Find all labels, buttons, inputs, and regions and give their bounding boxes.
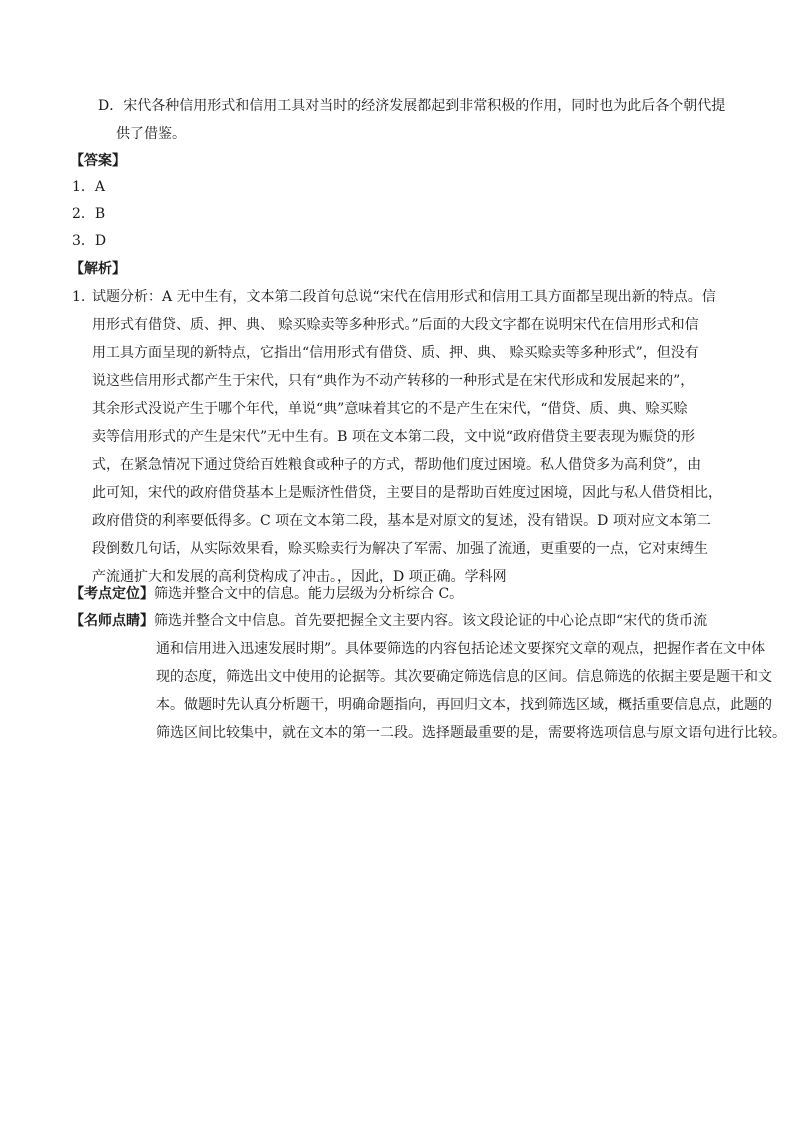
analysis-heading: 【解析】 (70, 261, 126, 277)
analysis-body (92, 283, 734, 591)
mingshi-line: 筛选并整合文中信息。首先要把握全文主要内容。该文段论证的中心论点即“宋代的货币流 (154, 613, 708, 629)
option-d (98, 92, 725, 148)
analysis-line: 用形式有借贷、质、押、典、 赊买赊卖等多种形式。”后面的大段文字都在说明宋代在信用形式和信 (92, 317, 699, 333)
analysis-line: 说这些信用形式都产生于宋代，只有“典作为不动产转移的一种形式是在宋代形成和发展起来的”， (92, 373, 695, 389)
option-d-line-1: D．宋代各种信用形式和信用工具对当时的经济发展都起到非常积极的作用，同时也为此后各个朝代提 (98, 98, 726, 114)
answer-1: 1．A (72, 179, 106, 195)
analysis-line: 段倒数几句话，从实际效果看，赊买赊卖行为解决了军需、加强了流通，更重要的一点，它对束缚生 (92, 541, 708, 557)
analysis-line: 卖等信用形式的产生是宋代”无中生有。B 项在文本第二段，文中说“政府借贷主要表现为赈贷的形 (92, 429, 696, 445)
mingshi-block (70, 607, 786, 747)
mingshi-first-line (70, 607, 786, 635)
answer-2: 2．B (72, 206, 106, 222)
analysis-line: 此可知，宋代的政府借贷基本上是赈济性借贷，主要目的是帮助百姓度过困境，因此与私人借贷相比， (92, 485, 722, 501)
kaodian-text: 筛选并整合文中的信息。能力层级为分析综合 C。 (154, 586, 464, 602)
mingshi-line: 通和信用进入迅速发展时期”。具体要筛选的内容包括论述文要探究文章的观点，把握作者在文中体 (156, 641, 766, 657)
kaodian-tag: 【考点定位】 (70, 586, 154, 602)
analysis-line: 试题分析：A 无中生有，文本第二段首句总说“宋代在信用形式和信用工具方面都呈现出新的特点。信 (92, 289, 716, 305)
option-d-line-2: 供了借鉴。 (116, 126, 186, 142)
mingshi-line: 本。做题时先认真分析题干，明确命题指向，再回归文本，找到筛选区域，概括重要信息点，此题的 (156, 697, 772, 713)
analysis-line: 式，在紧急情况下通过贷给百姓粮食或种子的方式，帮助他们度过困境。私人借贷多为高利贷”，由 (92, 457, 702, 473)
analysis-line: 产流通扩大和发展的高利贷构成了冲击。，因此，D 项正确。学科网 (92, 569, 507, 585)
answer-heading: 【答案】 (70, 153, 126, 169)
analysis-line: 用工具方面呈现的新特点，它指出“信用形式有借贷、质、押、典、 赊买赊卖等多种形式”，但没有 (92, 345, 699, 361)
mingshi-tag: 【名师点睛】 (70, 613, 154, 629)
answer-3: 3．D (72, 233, 107, 249)
mingshi-line: 筛选区间比较集中，就在文本的第一二段。选择题最重要的是，需要将选项信息与原文语句进行比较。 (156, 725, 786, 741)
analysis-line: 政府借贷的利率要低得多。C 项在文本第二段，基本是对原文的复述，没有错误。D 项对应文本第二 (92, 513, 711, 529)
analysis-line: 其余形式没说产生于哪个年代，单说“典”意味着其它的不是产生在宋代，“借贷、质、典、赊买赊 (92, 401, 688, 417)
analysis-number: 1. (72, 289, 86, 305)
mingshi-line: 现的态度，筛选出文中使用的论据等。其次要确定筛选信息的区间。信息筛选的依据主要是题干和文 (156, 669, 772, 685)
kaodian-line (70, 580, 463, 608)
